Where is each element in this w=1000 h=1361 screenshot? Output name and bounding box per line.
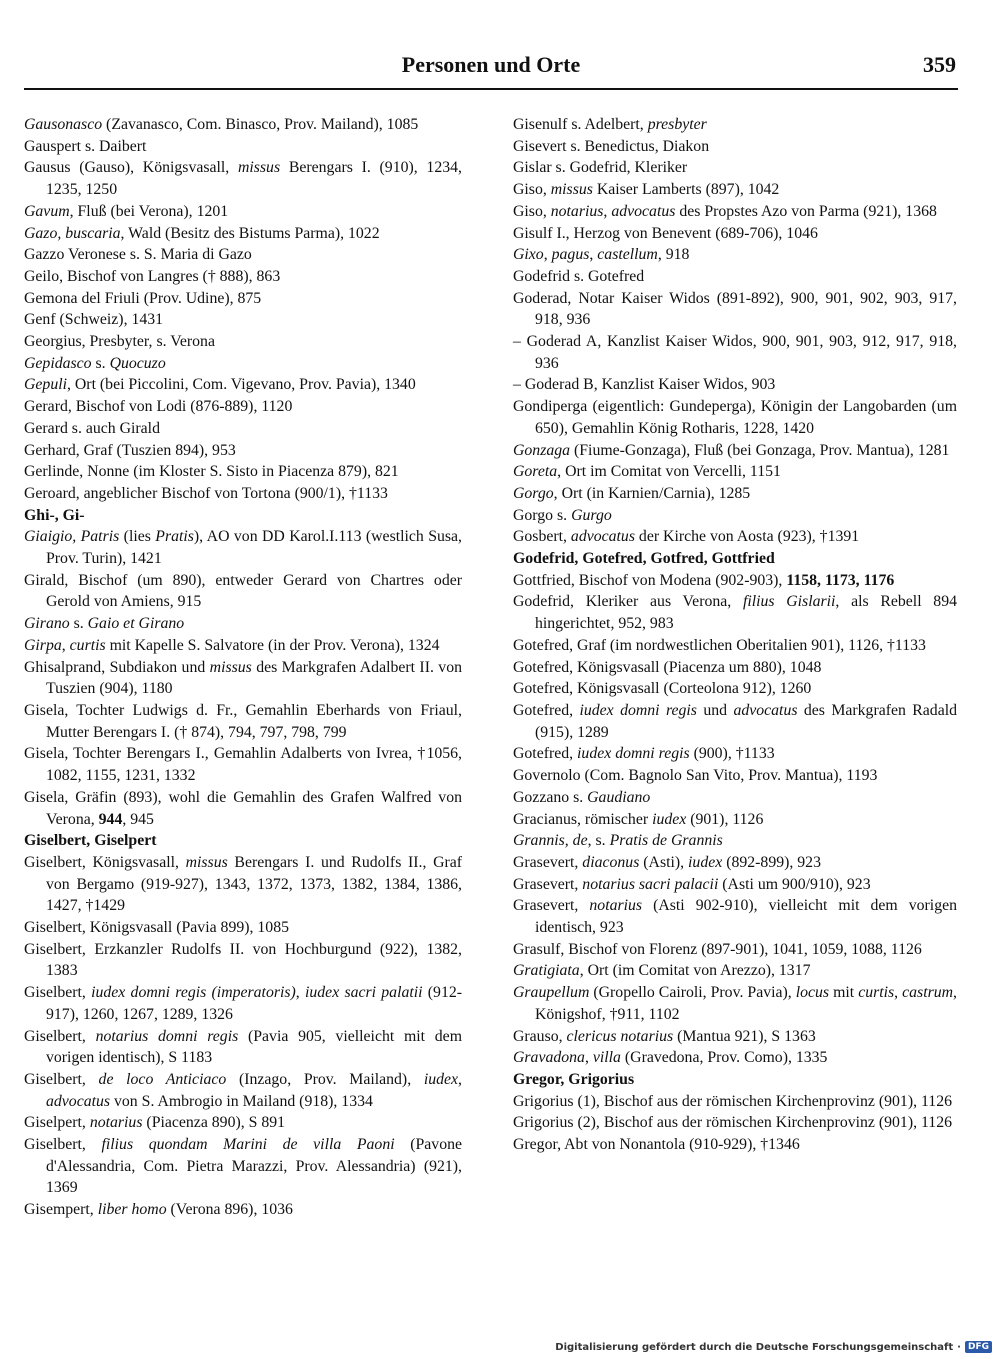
index-entry: Gregor, Abt von Nonantola (910-929), †1346	[513, 1136, 800, 1154]
index-entry: Ghisalprand, Subdiakon und missus des Markgrafen Adalbert II. von Tuszien (904), 1180	[24, 658, 463, 698]
index-entry: Gerard s. auch Girald	[24, 419, 160, 437]
index-entry: Giselbert, Erzkanzler Rudolfs II. von Hochburgund (922), 1382, 1383	[24, 940, 462, 980]
index-entry: Gotefred, iudex domni regis (900), †1133	[513, 745, 775, 763]
index-entry: Grasulf, Bischof von Florenz (897-901), 1041, 1059, 1088, 1126	[513, 940, 922, 958]
index-entry: Giselbert, Giselpert	[24, 832, 157, 850]
index-entry: Gausus (Gauso), Königsvasall, missus Berengars I. (910), 1234, 1235, 1250	[24, 159, 462, 199]
index-entry: Gratigiata, Ort (im Comitat von Arezzo), 1317	[513, 962, 811, 980]
index-entry: Gosbert, advocatus der Kirche von Aosta (923), †1391	[513, 528, 860, 546]
index-entry: Gravadona, villa (Gravedona, Prov. Como), 1335	[513, 1049, 828, 1067]
index-entry: Giselbert, Königsvasall, missus Berengars I. und Rudolfs II., Graf von Bergamo (919-927), 1343, 1372, 1373, 1382, 1384, 1386, 1427, †1429	[24, 853, 463, 915]
index-entry: Godefrid, Kleriker aus Verona, filius Gislarii, als Rebell 894 hingerichtet, 952, 983	[513, 593, 958, 633]
page-header	[24, 48, 958, 90]
index-entry: Giselbert, de loco Anticiaco (Inzago, Prov. Mailand), iudex, advocatus von S. Ambrogio in Mailand (918), 1334	[24, 1070, 462, 1110]
index-entry: Gerlinde, Nonne (im Kloster S. Sisto in Piacenza 879), 821	[24, 463, 399, 481]
index-entry: Gotefred, Königsvasall (Corteolona 912), 1260	[513, 680, 812, 698]
index-entry: Gonzaga (Fiume-Gonzaga), Fluß (bei Gonzaga, Prov. Mantua), 1281	[513, 441, 950, 459]
index-entry: Gauspert s. Daibert	[24, 137, 147, 155]
index-entry: Grasevert, notarius sacri palacii (Asti um 900/910), 923	[513, 875, 871, 893]
index-entry: Grannis, de, s. Pratis de Grannis	[513, 832, 723, 850]
index-entry: Geilo, Bischof von Langres († 888), 863	[24, 267, 281, 285]
index-entry: Gregor, Grigorius	[513, 1070, 635, 1088]
footer	[555, 1341, 992, 1353]
index-entry: Geroard, angeblicher Bischof von Tortona (900/1), †1133	[24, 484, 388, 502]
separator: ·	[957, 1341, 961, 1353]
index-entry: Gondiperga (eigentlich: Gundeperga), Königin der Langobarden (um 650), Gemahlin König Rotharis, 1228, 1420	[513, 398, 957, 437]
left-column	[24, 114, 462, 1221]
index-entry: Gixo, pagus, castellum, 918	[513, 246, 690, 264]
index-entry: Grigorius (1), Bischof aus der römischen Kirchenprovinz (901), 1126	[513, 1092, 952, 1110]
index-entry: Girpa, curtis mit Kapelle S. Salvatore (in der Prov. Verona), 1324	[24, 636, 440, 654]
index-entry: Gorgo s. Gurgo	[513, 506, 612, 524]
index-entry: Gisulf I., Herzog von Benevent (689-706), 1046	[513, 224, 818, 242]
index-entry: Goderad, Notar Kaiser Widos (891-892), 900, 901, 902, 903, 917, 918, 936	[513, 289, 957, 329]
index-entry: Ghi-, Gi-	[24, 506, 85, 524]
index-entry: Gotefred, iudex domni regis und advocatus des Markgrafen Radald (915), 1289	[513, 701, 958, 741]
index-entry: Gorgo, Ort (in Karnien/Carnia), 1285	[513, 484, 751, 502]
index-entry: – Goderad B, Kanzlist Kaiser Widos, 903	[513, 376, 776, 394]
index-entry: Girald, Bischof (um 890), entweder Gerard von Chartres oder Gerold von Amiens, 915	[24, 571, 462, 611]
index-entry: Gerard, Bischof von Lodi (876-889), 1120	[24, 398, 293, 416]
index-entry: Grasevert, diaconus (Asti), iudex (892-899), 923	[513, 853, 821, 871]
index-entry: Genf (Schweiz), 1431	[24, 311, 164, 329]
page-number: 359	[923, 52, 956, 77]
index-entry: Giso, notarius, advocatus des Propstes Azo von Parma (921), 1368	[513, 202, 937, 220]
index-entry: Gazo, buscaria, Wald (Besitz des Bistums Parma), 1022	[24, 224, 380, 242]
index-entry: Georgius, Presbyter, s. Verona	[24, 333, 215, 351]
index-entry: Gepuli, Ort (bei Piccolini, Com. Vigevano, Prov. Pavia), 1340	[24, 376, 416, 394]
index-entry: Giselpert, notarius (Piacenza 890), S 891	[24, 1114, 286, 1132]
index-entry: Gisela, Tochter Ludwigs d. Fr., Gemahlin Eberhards von Friaul, Mutter Berengars I. († 874), 794, 797, 798, 799	[24, 701, 462, 741]
index-entry: Gislar s. Godefrid, Kleriker	[513, 159, 688, 177]
index-entry: Gotefred, Graf (im nordwestlichen Oberitalien 901), 1126, †1133	[513, 636, 926, 654]
index-entry: Grasevert, notarius (Asti 902-910), vielleicht mit dem vorigen identisch, 923	[513, 897, 958, 937]
index-entry: Giselbert, filius quondam Marini de villa Paoni (Pavone d'Alessandria, Com. Pietra Marazzi, Prov. Alessandria) (921), 1369	[24, 1136, 462, 1197]
index-entry: Gisempert, liber homo (Verona 896), 1036	[24, 1201, 293, 1219]
index-entry: Goreta, Ort im Comitat von Vercelli, 1151	[513, 463, 781, 481]
index-entry: – Goderad A, Kanzlist Kaiser Widos, 900, 901, 903, 912, 917, 918, 936	[513, 333, 957, 372]
footer-credit: Digitalisierung gefördert durch die Deutsche Forschungsgemeinschaft	[555, 1341, 954, 1353]
index-entry: Gemona del Friuli (Prov. Udine), 875	[24, 289, 262, 307]
index-entry: Gazzo Veronese s. S. Maria di Gazo	[24, 246, 252, 264]
page-title: Personen und Orte	[401, 52, 581, 77]
index-entry: Grigorius (2), Bischof aus der römischen Kirchenprovinz (901), 1126	[513, 1114, 952, 1132]
index-entry: Gottfried, Bischof von Modena (902-903), 1158, 1173, 1176	[513, 571, 895, 589]
index-entry: Graupellum (Gropello Cairoli, Prov. Pavia), locus mit curtis, castrum, Königshof, †911, 1102	[513, 984, 957, 1023]
index-entry: Gisenulf s. Adelbert, presbyter	[513, 116, 707, 133]
index-entry: Governolo (Com. Bagnolo San Vito, Prov. Mantua), 1193	[513, 767, 878, 785]
index-entry: Godefrid s. Gotefred	[513, 267, 645, 285]
index-entry: Gisevert s. Benedictus, Diakon	[513, 137, 710, 155]
index-entry: Gisela, Gräfin (893), wohl die Gemahlin des Grafen Walfred von Verona, 944, 945	[24, 788, 462, 828]
index-entry: Gausonasco (Zavanasco, Com. Binasco, Prov. Mailand), 1085	[24, 116, 419, 133]
index-entry: Gisela, Tochter Berengars I., Gemahlin Adalberts von Ivrea, †1056, 1082, 1155, 1231, 1332	[24, 745, 462, 785]
index-entry: Giso, missus Kaiser Lamberts (897), 1042	[513, 181, 780, 199]
dfg-logo: DFG	[965, 1341, 992, 1353]
index-entry: Gozzano s. Gaudiano	[513, 788, 651, 806]
index-entry: Gracianus, römischer iudex (901), 1126	[513, 810, 764, 828]
index-entry: Giaigio, Patris (lies Pratis), AO von DD Karol.I.113 (westlich Susa, Prov. Turin), 1421	[24, 528, 462, 568]
index-entry: Gotefred, Königsvasall (Piacenza um 880), 1048	[513, 658, 822, 676]
index-entry: Gavum, Fluß (bei Verona), 1201	[24, 202, 229, 220]
right-column	[513, 114, 957, 1156]
index-entry: Giselbert, Königsvasall (Pavia 899), 1085	[24, 919, 289, 937]
index-entry: Grauso, clericus notarius (Mantua 921), S 1363	[513, 1027, 816, 1045]
index-entry: Girano s. Gaio et Girano	[24, 615, 185, 633]
index-entry: Godefrid, Gotefred, Gotfred, Gottfried	[513, 550, 775, 568]
index-entry: Giselbert, notarius domni regis (Pavia 905, vielleicht mit dem vorigen identisch), S 1183	[24, 1027, 462, 1067]
index-entry: Gepidasco s. Quocuzo	[24, 354, 166, 372]
index-entry: Giselbert, iudex domni regis (imperatoris), iudex sacri palatii (912-917), 1260, 1267, 1289, 1326	[24, 984, 463, 1023]
index-entry: Gerhard, Graf (Tuszien 894), 953	[24, 441, 236, 459]
